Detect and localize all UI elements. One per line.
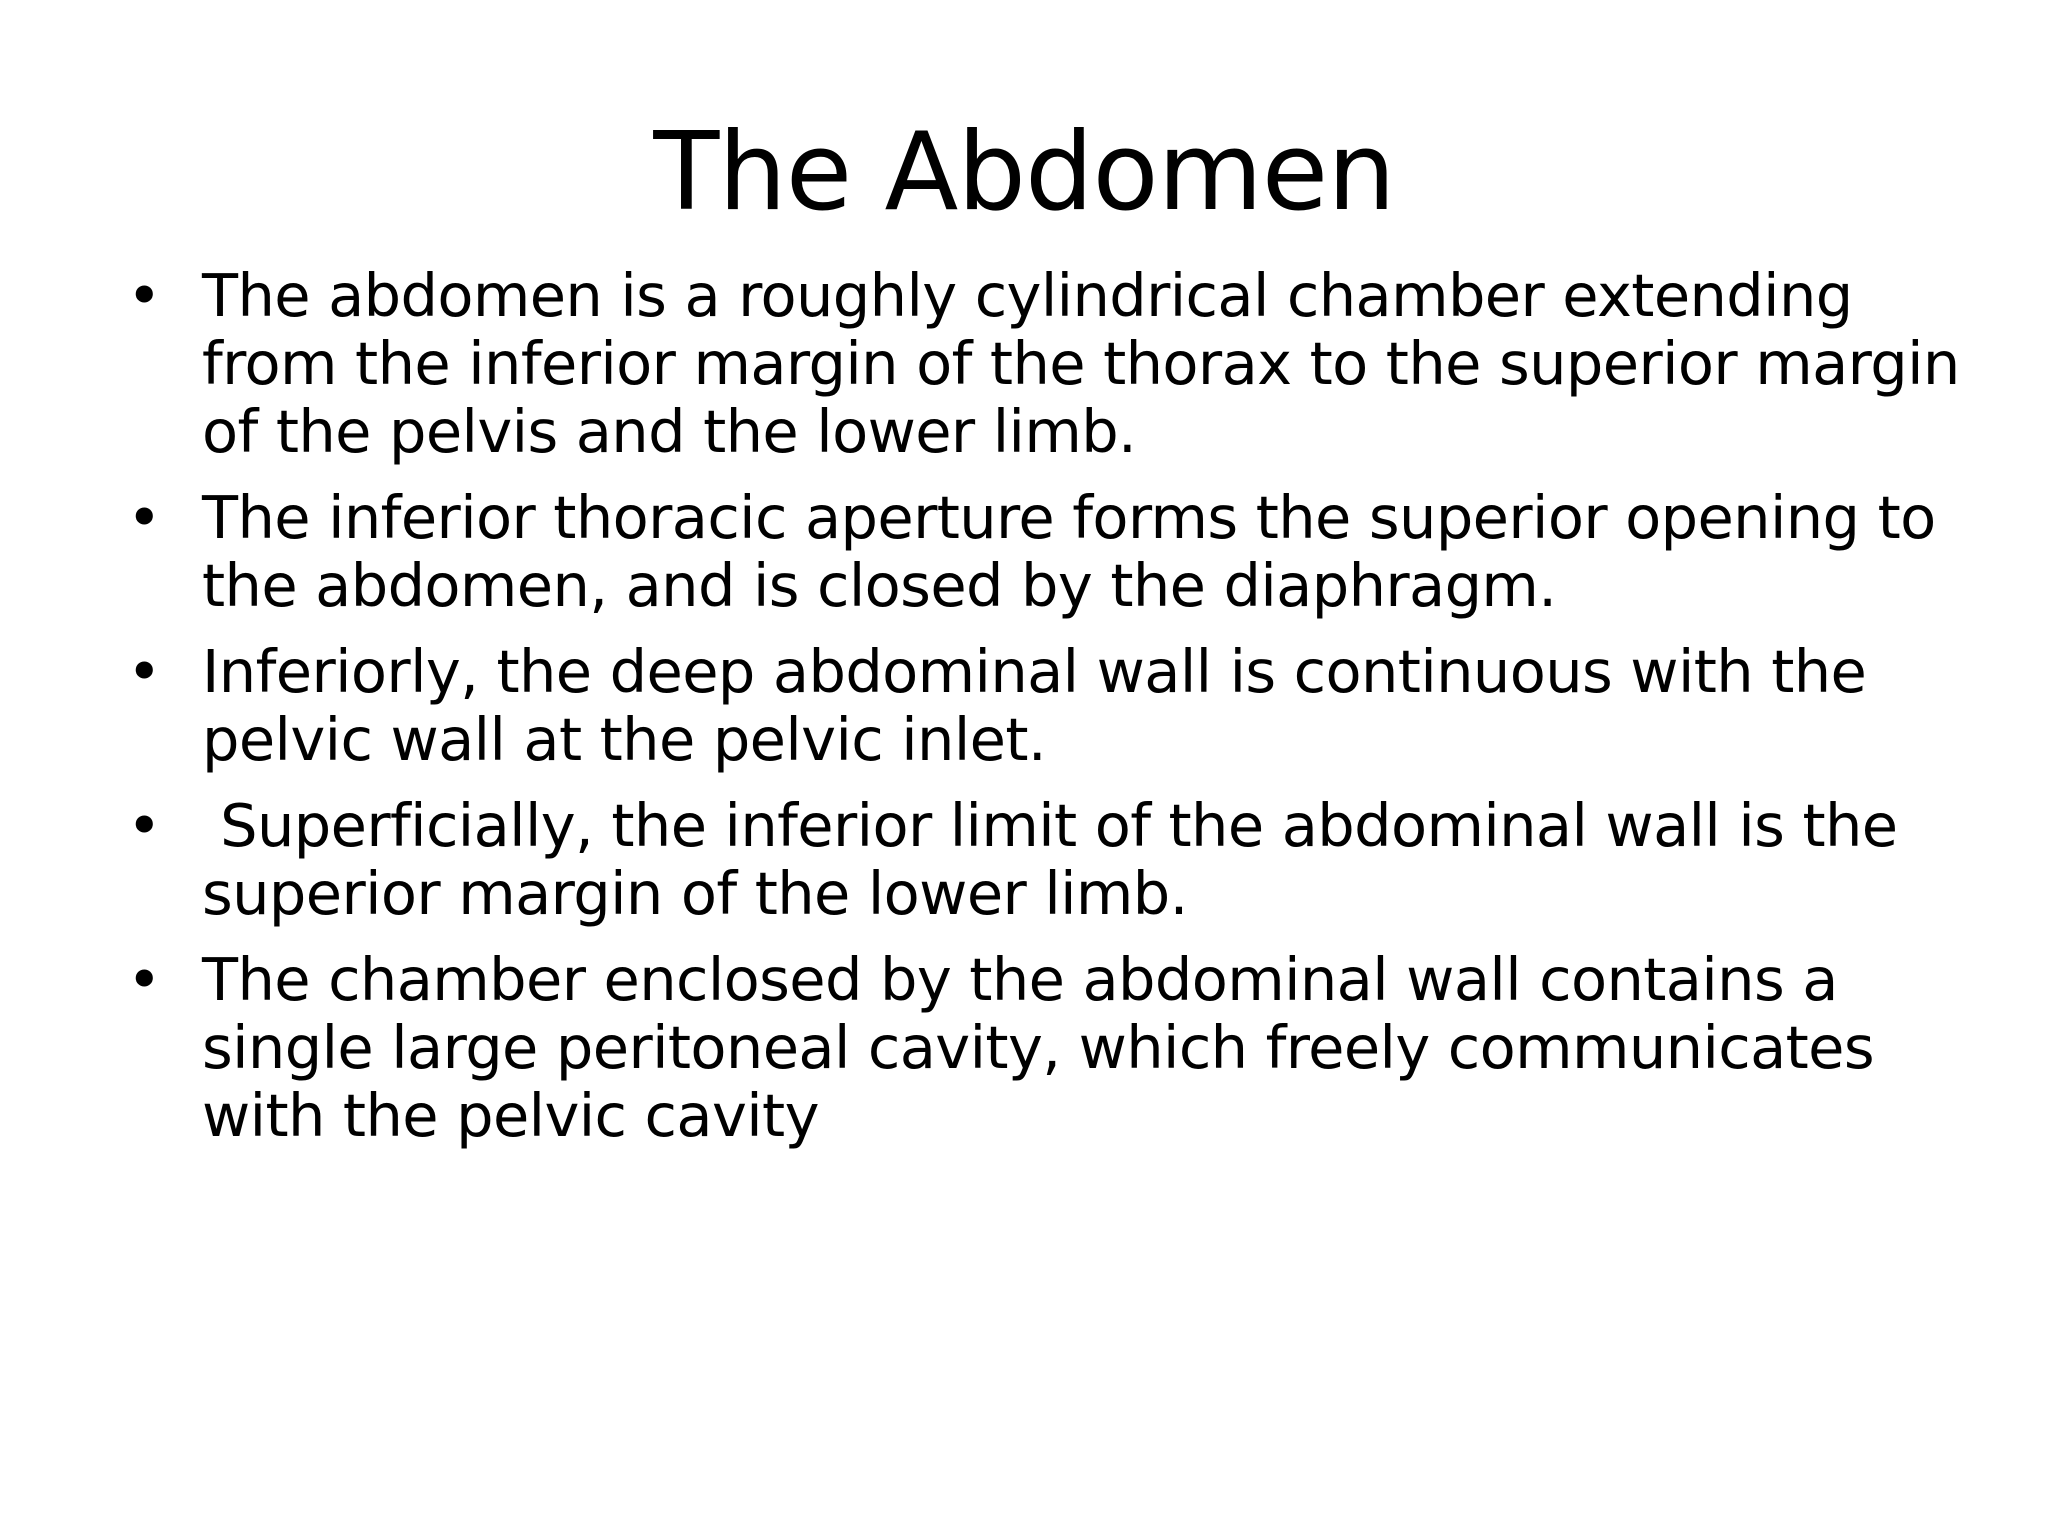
- bullet-item: [124, 484, 1974, 620]
- bullet-item: [124, 262, 1974, 466]
- bullet-text: Inferiorly, the deep abdominal wall is continuous with the pelvic wall at the pelvic inlet.: [202, 637, 1867, 774]
- bullet-text: The chamber enclosed by the abdominal wall contains a single large peritoneal cavity, which freely communicates with the pelvic cavity: [202, 945, 1875, 1150]
- bullet-text: The inferior thoracic aperture forms the superior opening to the abdomen, and is closed by the diaphragm.: [202, 483, 1936, 620]
- bullet-text: Superficially, the inferior limit of the abdominal wall is the superior margin of the lower limb.: [202, 791, 1916, 928]
- bullet-icon: •: [126, 945, 162, 1014]
- bullet-text: The abdomen is a roughly cylindrical chamber extending from the inferior margin of the thorax to the superior margin of the pelvis and the lower limb.: [202, 261, 1960, 466]
- bullet-icon: •: [126, 483, 162, 552]
- bullet-item: [124, 946, 1974, 1150]
- bullet-icon: •: [126, 261, 162, 330]
- bullet-list: [124, 262, 1974, 1168]
- slide-title: The Abdomen: [653, 110, 1395, 235]
- bullet-icon: •: [126, 637, 162, 706]
- bullet-item: [124, 638, 1974, 774]
- bullet-icon: •: [126, 791, 162, 860]
- bullet-item: [124, 792, 1974, 928]
